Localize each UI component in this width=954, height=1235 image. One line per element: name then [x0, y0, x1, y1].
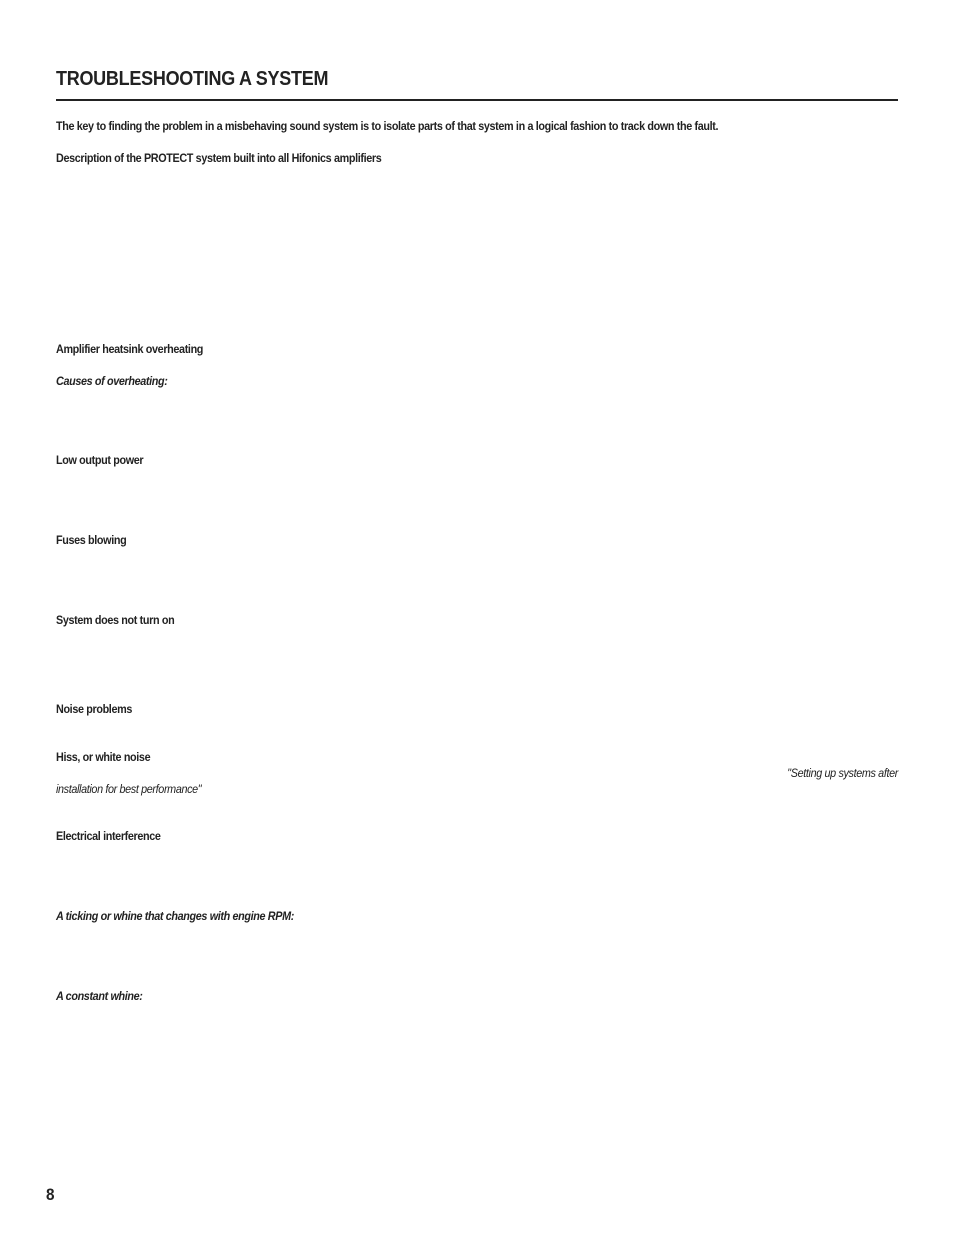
title-divider — [56, 99, 898, 101]
hiss-white-noise-heading: Hiss, or white noise — [56, 750, 151, 764]
constant-whine-subheading: A constant whine: — [56, 989, 143, 1003]
page-title: TROUBLESHOOTING A SYSTEM — [56, 68, 329, 90]
reference-title-part2: installation for best performance" — [56, 782, 202, 796]
heatsink-overheating-heading: Amplifier heatsink overheating — [56, 342, 204, 356]
electrical-interference-heading: Electrical interference — [56, 829, 161, 843]
intro-paragraph: The key to finding the problem in a misbehaving sound system is to isolate parts of that system in a logical fashion to track down the fault. — [56, 119, 719, 133]
ticking-whine-subheading: A ticking or whine that changes with engine RPM: — [56, 909, 294, 923]
low-output-power-heading: Low output power — [56, 453, 144, 467]
protect-heading: Description of the PROTECT system built into all Hifonics amplifiers — [56, 151, 382, 165]
system-not-on-heading: System does not turn on — [56, 613, 175, 627]
reference-title-part1: "Setting up systems after — [787, 766, 898, 780]
fuses-blowing-heading: Fuses blowing — [56, 533, 127, 547]
page-number: 8 — [46, 1185, 55, 1204]
noise-problems-heading: Noise problems — [56, 702, 132, 716]
causes-of-overheating-subheading: Causes of overheating: — [56, 374, 168, 388]
